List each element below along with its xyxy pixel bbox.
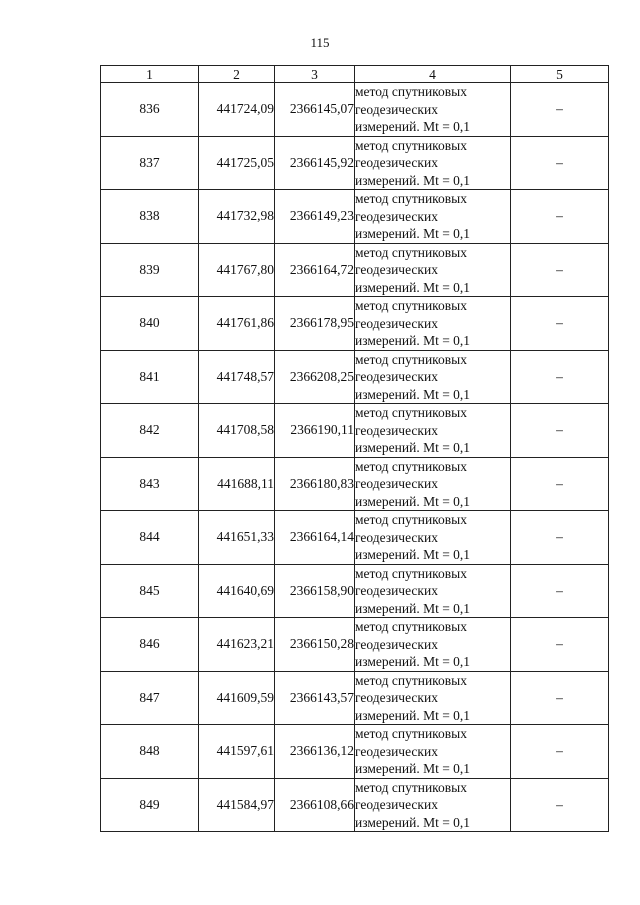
method-cell — [355, 350, 511, 404]
header-col-1: 1 — [101, 66, 199, 83]
method-text-line: измерений. Mt = 0,1 — [355, 440, 471, 455]
y-coordinate-cell: 2366164,14 — [275, 511, 355, 565]
method-text-line: метод спутниковых — [355, 565, 467, 581]
table-row — [101, 778, 609, 832]
coordinates-table — [100, 65, 609, 832]
method-text-line: измерений. Mt = 0,1 — [355, 119, 471, 134]
method-text-line: метод спутниковых — [355, 244, 467, 260]
column-5-cell: – — [511, 190, 609, 244]
method-text-line: геодезических — [355, 155, 438, 170]
table-body — [101, 83, 609, 832]
point-number-cell: 844 — [101, 511, 199, 565]
method-text-line: геодезических — [355, 262, 438, 277]
method-text-line: измерений. Mt = 0,1 — [355, 172, 471, 188]
column-5-cell: – — [511, 564, 609, 618]
y-coordinate-cell: 2366208,25 — [275, 350, 355, 404]
x-coordinate-cell: 441761,86 — [199, 297, 275, 351]
x-coordinate-cell: 441767,80 — [199, 243, 275, 297]
method-text-line: геодезических — [355, 208, 438, 224]
column-5-cell: – — [511, 671, 609, 725]
table-row — [101, 297, 609, 351]
y-coordinate-cell: 2366150,28 — [275, 618, 355, 672]
method-text-line: метод спутниковых — [355, 672, 467, 688]
method-text-line: геодезических — [355, 583, 438, 598]
y-coordinate-cell: 2366149,23 — [275, 190, 355, 244]
column-5-cell: – — [511, 404, 609, 458]
point-number-cell: 845 — [101, 564, 199, 618]
method-text-line: метод спутниковых — [355, 298, 467, 313]
column-5-cell: – — [511, 457, 609, 511]
method-cell — [355, 564, 511, 618]
method-text-line: измерений. Mt = 0,1 — [355, 707, 471, 723]
x-coordinate-cell: 441584,97 — [199, 778, 275, 832]
method-text-line: геодезических — [355, 743, 438, 759]
method-text-line: измерений. Mt = 0,1 — [355, 654, 471, 669]
point-number-cell: 847 — [101, 671, 199, 725]
method-text-line: измерений. Mt = 0,1 — [355, 226, 471, 241]
method-cell — [355, 404, 511, 458]
method-text-line: измерений. Mt = 0,1 — [355, 493, 471, 509]
method-text-line: измерений. Mt = 0,1 — [355, 814, 471, 830]
point-number-cell: 838 — [101, 190, 199, 244]
header-col-3: 3 — [275, 66, 355, 83]
table-row — [101, 564, 609, 618]
point-number-cell: 849 — [101, 778, 199, 832]
table-row — [101, 83, 609, 137]
x-coordinate-cell: 441688,11 — [199, 457, 275, 511]
method-text-line: геодезических — [355, 797, 438, 812]
table-row — [101, 725, 609, 779]
column-5-cell: – — [511, 778, 609, 832]
column-5-cell: – — [511, 725, 609, 779]
method-text-line: геодезических — [355, 690, 438, 705]
method-cell — [355, 190, 511, 244]
method-text-line: измерений. Mt = 0,1 — [355, 279, 471, 295]
method-cell — [355, 243, 511, 297]
column-5-cell: – — [511, 618, 609, 672]
method-text-line: геодезических — [355, 315, 438, 331]
method-cell — [355, 297, 511, 351]
method-text-line: метод спутниковых — [355, 84, 467, 99]
header-col-4: 4 — [355, 66, 511, 83]
y-coordinate-cell: 2366145,92 — [275, 136, 355, 190]
y-coordinate-cell: 2366143,57 — [275, 671, 355, 725]
table-row — [101, 243, 609, 297]
column-5-cell: – — [511, 297, 609, 351]
header-col-2: 2 — [199, 66, 275, 83]
method-text-line: геодезических — [355, 369, 438, 384]
method-text-line: измерений. Mt = 0,1 — [355, 333, 471, 348]
x-coordinate-cell: 441725,05 — [199, 136, 275, 190]
method-text-line: измерений. Mt = 0,1 — [355, 761, 471, 776]
method-text-line: измерений. Mt = 0,1 — [355, 600, 471, 616]
point-number-cell: 840 — [101, 297, 199, 351]
x-coordinate-cell: 441597,61 — [199, 725, 275, 779]
point-number-cell: 841 — [101, 350, 199, 404]
column-5-cell: – — [511, 350, 609, 404]
point-number-cell: 848 — [101, 725, 199, 779]
method-cell — [355, 725, 511, 779]
column-5-cell: – — [511, 83, 609, 137]
method-text-line: метод спутниковых — [355, 512, 467, 527]
method-text-line: метод спутниковых — [355, 726, 467, 741]
y-coordinate-cell: 2366108,66 — [275, 778, 355, 832]
method-cell — [355, 618, 511, 672]
table-row — [101, 618, 609, 672]
point-number-cell: 843 — [101, 457, 199, 511]
column-5-cell: – — [511, 511, 609, 565]
method-text-line: метод спутниковых — [355, 405, 467, 420]
table-header — [101, 66, 609, 83]
table-row — [101, 404, 609, 458]
method-text-line: метод спутниковых — [355, 779, 467, 795]
method-text-line: геодезических — [355, 529, 438, 545]
x-coordinate-cell: 441708,58 — [199, 404, 275, 458]
x-coordinate-cell: 441724,09 — [199, 83, 275, 137]
y-coordinate-cell: 2366158,90 — [275, 564, 355, 618]
x-coordinate-cell: 441732,98 — [199, 190, 275, 244]
header-row — [101, 66, 609, 83]
method-text-line: метод спутниковых — [355, 191, 467, 206]
method-cell — [355, 511, 511, 565]
method-cell — [355, 778, 511, 832]
x-coordinate-cell: 441609,59 — [199, 671, 275, 725]
method-cell — [355, 83, 511, 137]
header-col-5: 5 — [511, 66, 609, 83]
point-number-cell: 846 — [101, 618, 199, 672]
method-text-line: геодезических — [355, 636, 438, 652]
x-coordinate-cell: 441651,33 — [199, 511, 275, 565]
x-coordinate-cell: 441748,57 — [199, 350, 275, 404]
method-cell — [355, 136, 511, 190]
y-coordinate-cell: 2366178,95 — [275, 297, 355, 351]
y-coordinate-cell: 2366136,12 — [275, 725, 355, 779]
point-number-cell: 837 — [101, 136, 199, 190]
table-row — [101, 136, 609, 190]
method-cell — [355, 671, 511, 725]
y-coordinate-cell: 2366190,11 — [275, 404, 355, 458]
method-text-line: геодезических — [355, 422, 438, 438]
method-text-line: метод спутниковых — [355, 351, 467, 367]
point-number-cell: 839 — [101, 243, 199, 297]
y-coordinate-cell: 2366180,83 — [275, 457, 355, 511]
point-number-cell: 842 — [101, 404, 199, 458]
method-text-line: геодезических — [355, 101, 438, 117]
method-text-line: измерений. Mt = 0,1 — [355, 386, 471, 402]
method-text-line: метод спутниковых — [355, 458, 467, 474]
table-row — [101, 457, 609, 511]
x-coordinate-cell: 441640,69 — [199, 564, 275, 618]
table-row — [101, 511, 609, 565]
method-cell — [355, 457, 511, 511]
column-5-cell: – — [511, 136, 609, 190]
x-coordinate-cell: 441623,21 — [199, 618, 275, 672]
point-number-cell: 836 — [101, 83, 199, 137]
column-5-cell: – — [511, 243, 609, 297]
method-text-line: измерений. Mt = 0,1 — [355, 547, 471, 562]
table-row — [101, 190, 609, 244]
method-text-line: геодезических — [355, 476, 438, 491]
table-row — [101, 671, 609, 725]
y-coordinate-cell: 2366145,07 — [275, 83, 355, 137]
method-text-line: метод спутниковых — [355, 137, 467, 153]
y-coordinate-cell: 2366164,72 — [275, 243, 355, 297]
page-number: 115 — [310, 35, 330, 50]
table-row — [101, 350, 609, 404]
method-text-line: метод спутниковых — [355, 619, 467, 634]
